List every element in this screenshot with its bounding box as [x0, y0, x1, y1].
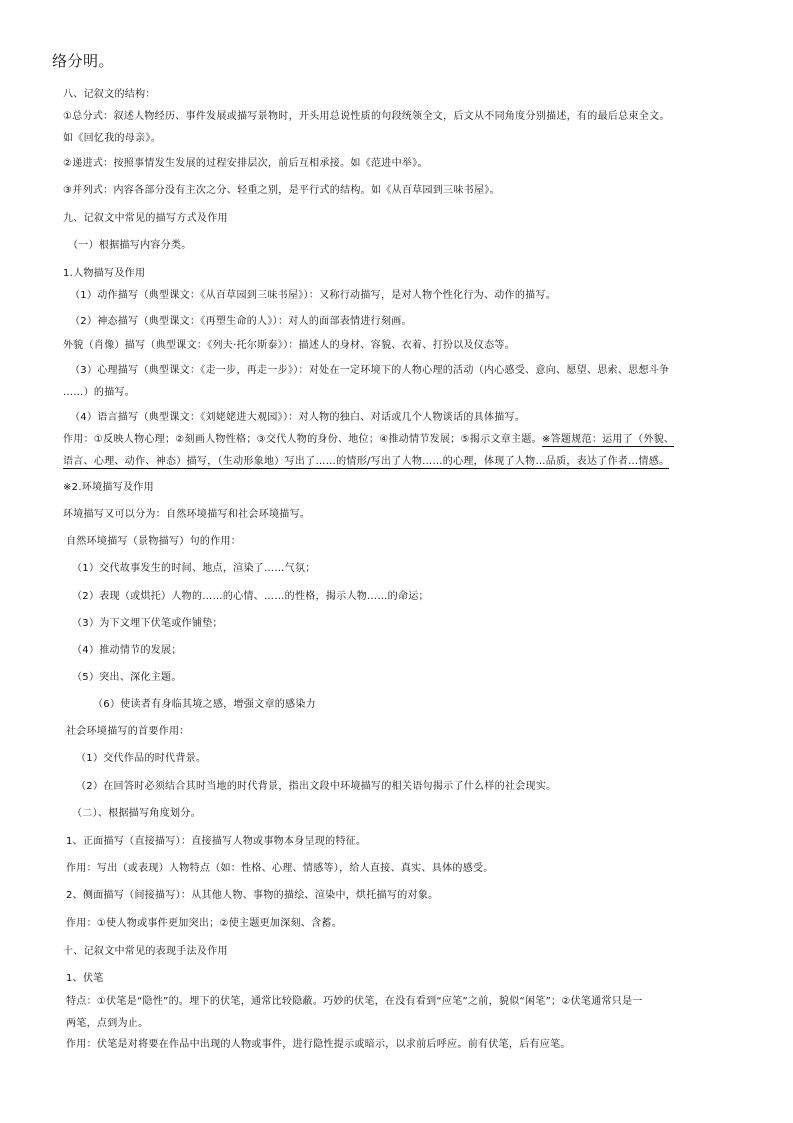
action-description: （1）动作描写（典型课文：《从百草园到三味书屋》）：又称行动描写，是对人物个性化行为、动作的描写。 — [70, 290, 557, 301]
social-effect-1: （1）交代作品的时代背景。 — [76, 753, 207, 764]
psychological-description: （3）心理描写（典型课文：《走一步，再走一步》）：对处在一定环境下的人物心理的活动（内心感受、意向、愿望、思索、思想斗争 — [70, 365, 670, 376]
foreshadowing-heading: 1、伏笔 — [66, 973, 104, 984]
indirect-description: 2、侧面描写（间接描写）：从其他人物、事物的描绘、渲染中，烘托描写的对象。 — [66, 890, 439, 901]
natural-effect-4: （4）推动情节的发展； — [72, 645, 182, 656]
section-10-heading: 十、记叙文中常见的表现手法及作用 — [63, 946, 228, 957]
structure-item-1-cont: 如《回忆我的母亲》。 — [63, 133, 161, 144]
answer-template-underlined-cont: 语言、心理、动作、神态）描写，（生动形象地）写出了……的情形/写出了人物……的心理，体现了人物…品质，表达了作者…情感。 — [63, 456, 670, 467]
expression-description: （2）神态描写（典型课文：《再塑生命的人》）：对人的面部表情进行刻画。 — [70, 316, 412, 327]
section-8-heading: 八、记叙文的结构： — [63, 89, 156, 100]
structure-item-2: ②递进式：按照事情发生发展的过程安排层次，前后互相承接。如《范进中举》。 — [63, 158, 428, 169]
character-description-heading: 1.人物描写及作用 — [63, 268, 146, 279]
direct-description: 1、正面描写（直接描写）：直接描写人物或事物本身呈现的特征。 — [66, 836, 367, 847]
character-description-effect-cont — [63, 455, 669, 468]
structure-item-3: ③并列式：内容各部分没有主次之分、轻重之别，是平行式的结构。如《从百草园到三味书屋》。 — [63, 185, 500, 196]
natural-effect-3: （3）为下文埋下伏笔或作铺垫； — [72, 618, 223, 629]
section-9-heading: 九、记叙文中常见的描写方式及作用 — [63, 213, 228, 224]
answer-template-underlined: ※答题规范：运用了（外貌、 — [541, 434, 675, 445]
indirect-description-effect: 作用：①使人物或事件更加突出；②使主题更加深刻、含蓄。 — [66, 918, 343, 929]
section-9-subheading-1: （一）根据描写内容分类。 — [68, 240, 192, 251]
social-environment-heading: 社会环境描写的首要作用： — [66, 726, 190, 737]
psychological-description-cont: ……）的描写。 — [63, 387, 136, 398]
appearance-description: 外貌（肖像）描写（典型课文：《列夫·托尔斯泰》）：描述人的身材、容貌、衣着、打扮以及仪态等。 — [63, 340, 515, 351]
natural-effect-6: （6）使读者有身临其境之感，增强文章的感染力 — [93, 699, 316, 710]
natural-environment-heading: 自然环境描写（景物描写）句的作用： — [66, 536, 242, 547]
character-description-effect — [63, 433, 674, 446]
section-9-subheading-2: （二）、根据描写角度划分。 — [72, 808, 201, 819]
language-description: （4）语言描写（典型课文：《刘姥姥进大观园》）：对人物的独白、对话或几个人物谈话的具体描写。 — [70, 412, 526, 423]
natural-effect-1: （1）交代故事发生的时间、地点，渲染了……气氛； — [72, 563, 316, 574]
effect-text: 作用：①反映人物心理；②刻画人物性格；③交代人物的身份、地位；④推动情节发展；⑤揭示文章主题。 — [63, 434, 542, 445]
natural-effect-2: （2）表现（或烘托）人物的……的心情、……的性格，揭示人物……的命运； — [72, 591, 429, 602]
environment-types: 环境描写又可以分为：自然环境描写和社会环境描写。 — [63, 509, 311, 520]
foreshadowing-features: 特点：①伏笔是“隐性”的。埋下的伏笔，通常比较隐蔽。巧妙的伏笔，在没有看到“应笔”之前，貌似“闲笔”；②伏笔通常只是一 — [66, 996, 643, 1007]
structure-item-1: ①总分式：叙述人物经历、事件发展或描写景物时，开头用总说性质的句段统领全文，后文从不同角度分别描述，有的最后总束全文。 — [63, 111, 670, 122]
natural-effect-5: （5）突出、深化主题。 — [72, 672, 182, 683]
direct-description-effect: 作用：写出（或表现）人物特点（如：性格、心理、情感等），给人直接、真实、具体的感受。 — [66, 863, 494, 874]
foreshadowing-features-cont: 两笔，点到为止。 — [66, 1018, 149, 1029]
social-effect-2: （2）在回答时必须结合其时当地的时代背景，指出文段中环境描写的相关语句揭示了什么样的社会现实。 — [76, 781, 557, 792]
environment-description-heading: ※2.环境描写及作用 — [63, 482, 154, 493]
foreshadowing-effect: 作用：伏笔是对将要在作品中出现的人物或事件，进行隐性提示或暗示，以求前后呼应。前有伏笔，后有应笔。 — [66, 1039, 571, 1050]
continued-text: 络分明。 — [52, 52, 115, 70]
